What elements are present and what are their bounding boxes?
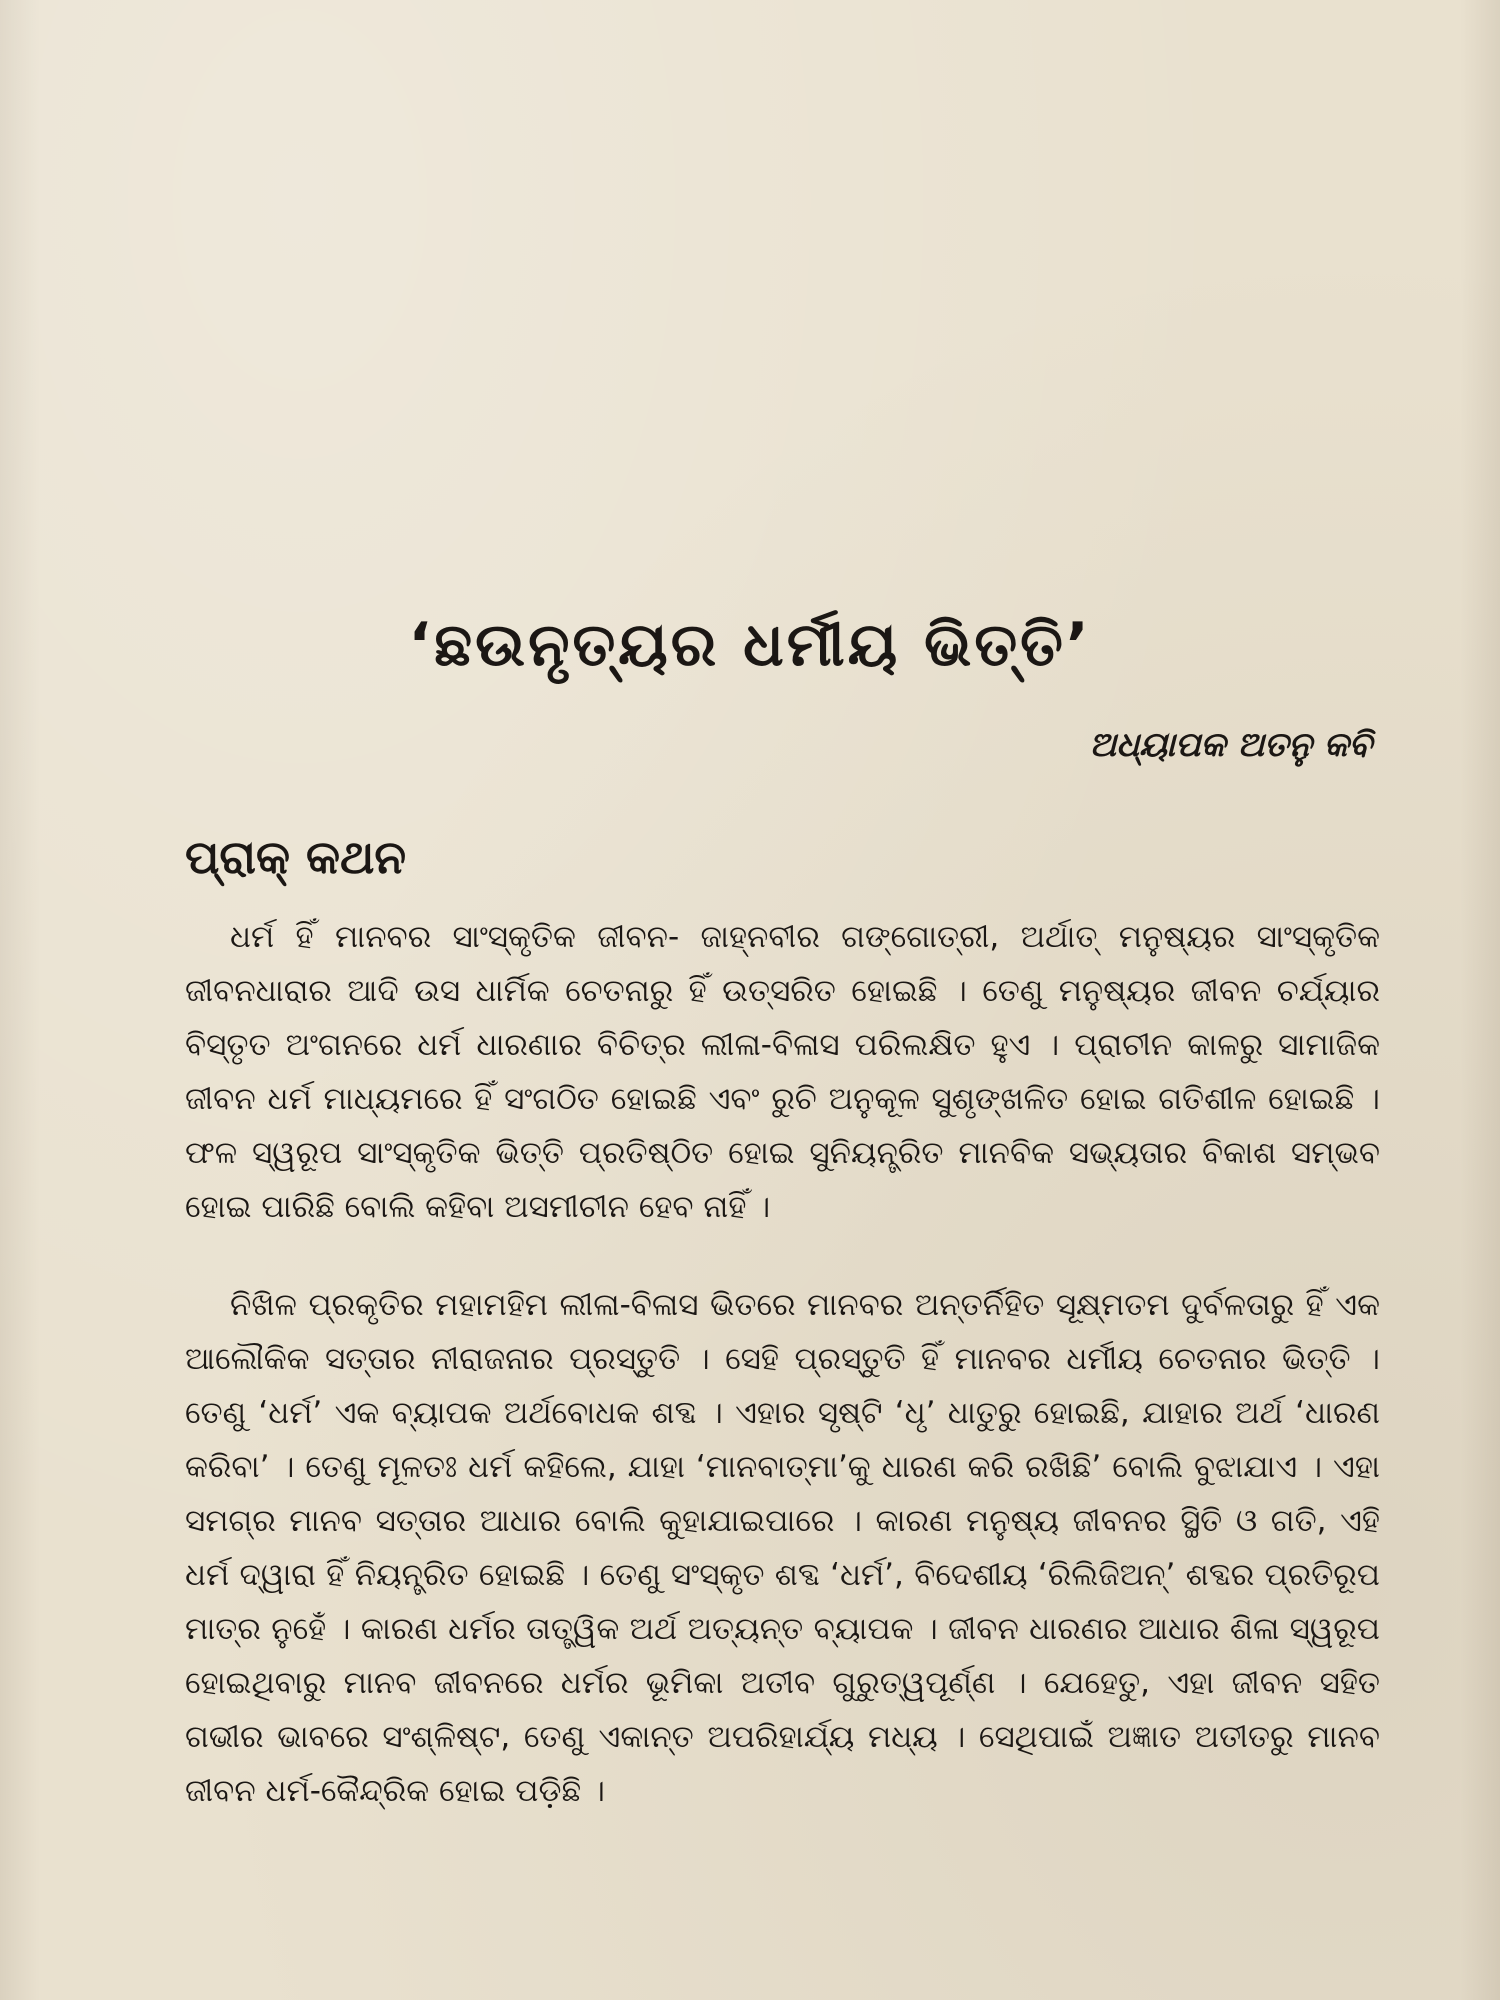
paragraph: ନିଖିଳ ପ୍ରକୃତିର ମହାମହିମ ଲୀଳା-ବିଳାସ ଭିତରେ ମାନବର ଅନ୍ତର୍ନିହିତ ସୂକ୍ଷ୍ମତମ ଦୁର୍ବଳତାରୁ ହିଁ ଏକ ଆଲୌକିକ ସତ୍ତାର ନୀରାଜନାର ପ୍ରସ୍ତୁତି । ସେହି ପ୍ରସ୍ତୁତି ହିଁ ମାନବର ଧର୍ମୀୟ ଚେତନାର ଭିତ୍ତି । ତେଣୁ ‘ଧର୍ମ’ ଏକ ବ୍ୟାପକ ଅର୍ଥବୋଧକ ଶବ୍ଦ । ଏହାର ସୃଷ୍ଟି ‘ଧୃ’ ଧାତୁରୁ ହୋଇଛି, ଯାହାର ଅର୍ଥ ‘ଧାରଣ କରିବା’ । ତେଣୁ ମୂଳତଃ ଧର୍ମ କହିଲେ, ଯାହା ‘ମାନବାତ୍ମା’କୁ ଧାରଣ କରି ରଖିଛି’ ବୋଲି ବୁଝାଯାଏ । ଏହା ସମଗ୍ର ମାନବ ସତ୍ତାର ଆଧାର ବୋଲି କୁହାଯାଇପାରେ । କାରଣ ମନୁଷ୍ୟ ଜୀବନର ସ୍ଥିତି ଓ ଗତି, ଏହି ଧର୍ମ ଦ୍ୱାରା ହିଁ ନିୟନ୍ତ୍ରିତ ହୋଇଛି । ତେଣୁ ସଂସ୍କୃତ ଶବ୍ଦ ‘ଧର୍ମ’, ବିଦେଶୀୟ ‘ରିଲିଜିଅନ୍’ ଶବ୍ଦର ପ୍ରତିରୂପ ମାତ୍ର ନୁହେଁ । କାରଣ ଧର୍ମର ତାତ୍ତ୍ୱିକ ଅର୍ଥ ଅତ୍ୟନ୍ତ ବ୍ୟାପକ । ଜୀବନ ଧାରଣର ଆଧାର ଶିଳା ସ୍ୱରୂପ ହୋଇଥିବାରୁ ମାନବ ଜୀବନରେ ଧର୍ମର ଭୂମିକା ଅତୀବ ଗୁରୁତ୍ୱପୂର୍ଣ୍ଣ । ଯେହେତୁ, ଏହା ଜୀବନ ସହିତ ଗଭୀର ଭାବରେ ସଂଶ୍ଳିଷ୍ଟ, ତେଣୁ ଏକାନ୍ତ ଅପରିହାର୍ଯ୍ୟ ମଧ୍ୟ । ସେଥିପାଇଁ ଅଜ୍ଞାତ ଅତୀତରୁ ମାନବ ଜୀବନ ଧର୍ମ-କୈନ୍ଦ୍ରିକ ହୋଇ ପଡ଼ିଛି । — [185, 1287, 1380, 1809]
article-title: ‘ଛଉନୃତ୍ୟର ଧର୍ମୀୟ ଭିତ୍ତି’ — [408, 610, 1092, 680]
article-body — [185, 910, 1380, 1818]
paragraph: ଧର୍ମ ହିଁ ମାନବର ସାଂସ୍କୃତିକ ଜୀବନ- ଜାହ୍ନବୀର ଗଙ୍ଗୋତ୍ରୀ, ଅର୍ଥାତ୍ ମନୁଷ୍ୟର ସାଂସ୍କୃତିକ ଜୀବନଧାରାର ଆଦି ଉସ ଧାର୍ମିକ ଚେତନାରୁ ହିଁ ଉତ୍ସରିତ ହୋଇଛି । ତେଣୁ ମନୁଷ୍ୟର ଜୀବନ ଚର୍ଯ୍ୟାର ବିସ୍ତୃତ ଅଂଗନରେ ଧର୍ମ ଧାରଣାର ବିଚିତ୍ର ଲୀଳା-ବିଳାସ ପରିଲକ୍ଷିତ ହୁଏ । ପ୍ରାଚୀନ କାଳରୁ ସାମାଜିକ ଜୀବନ ଧର୍ମ ମାଧ୍ୟମରେ ହିଁ ସଂଗଠିତ ହୋଇଛି ଏବଂ ରୁଚି ଅନୁକୂଳ ସୁଶୃଙ୍ଖଳିତ ହୋଇ ଗତିଶୀଳ ହୋଇଛି । ଫଳ ସ୍ୱରୂପ ସାଂସ୍କୃତିକ ଭିତ୍ତି ପ୍ରତିଷ୍ଠିତ ହୋଇ ସୁନିୟନ୍ତ୍ରିତ ମାନବିକ ସଭ୍ୟତାର ବିକାଶ ସମ୍ଭବ ହୋଇ ପାରିଛି ବୋଲି କହିବା ଅସମୀଚୀନ ହେବ ନାହିଁ । — [185, 919, 1380, 1225]
author-name: ଅଧ୍ୟାପକ ଅତନୁ କବି — [1089, 725, 1372, 765]
section-heading: ପ୍ରାକ୍ କଥନ — [185, 830, 407, 884]
